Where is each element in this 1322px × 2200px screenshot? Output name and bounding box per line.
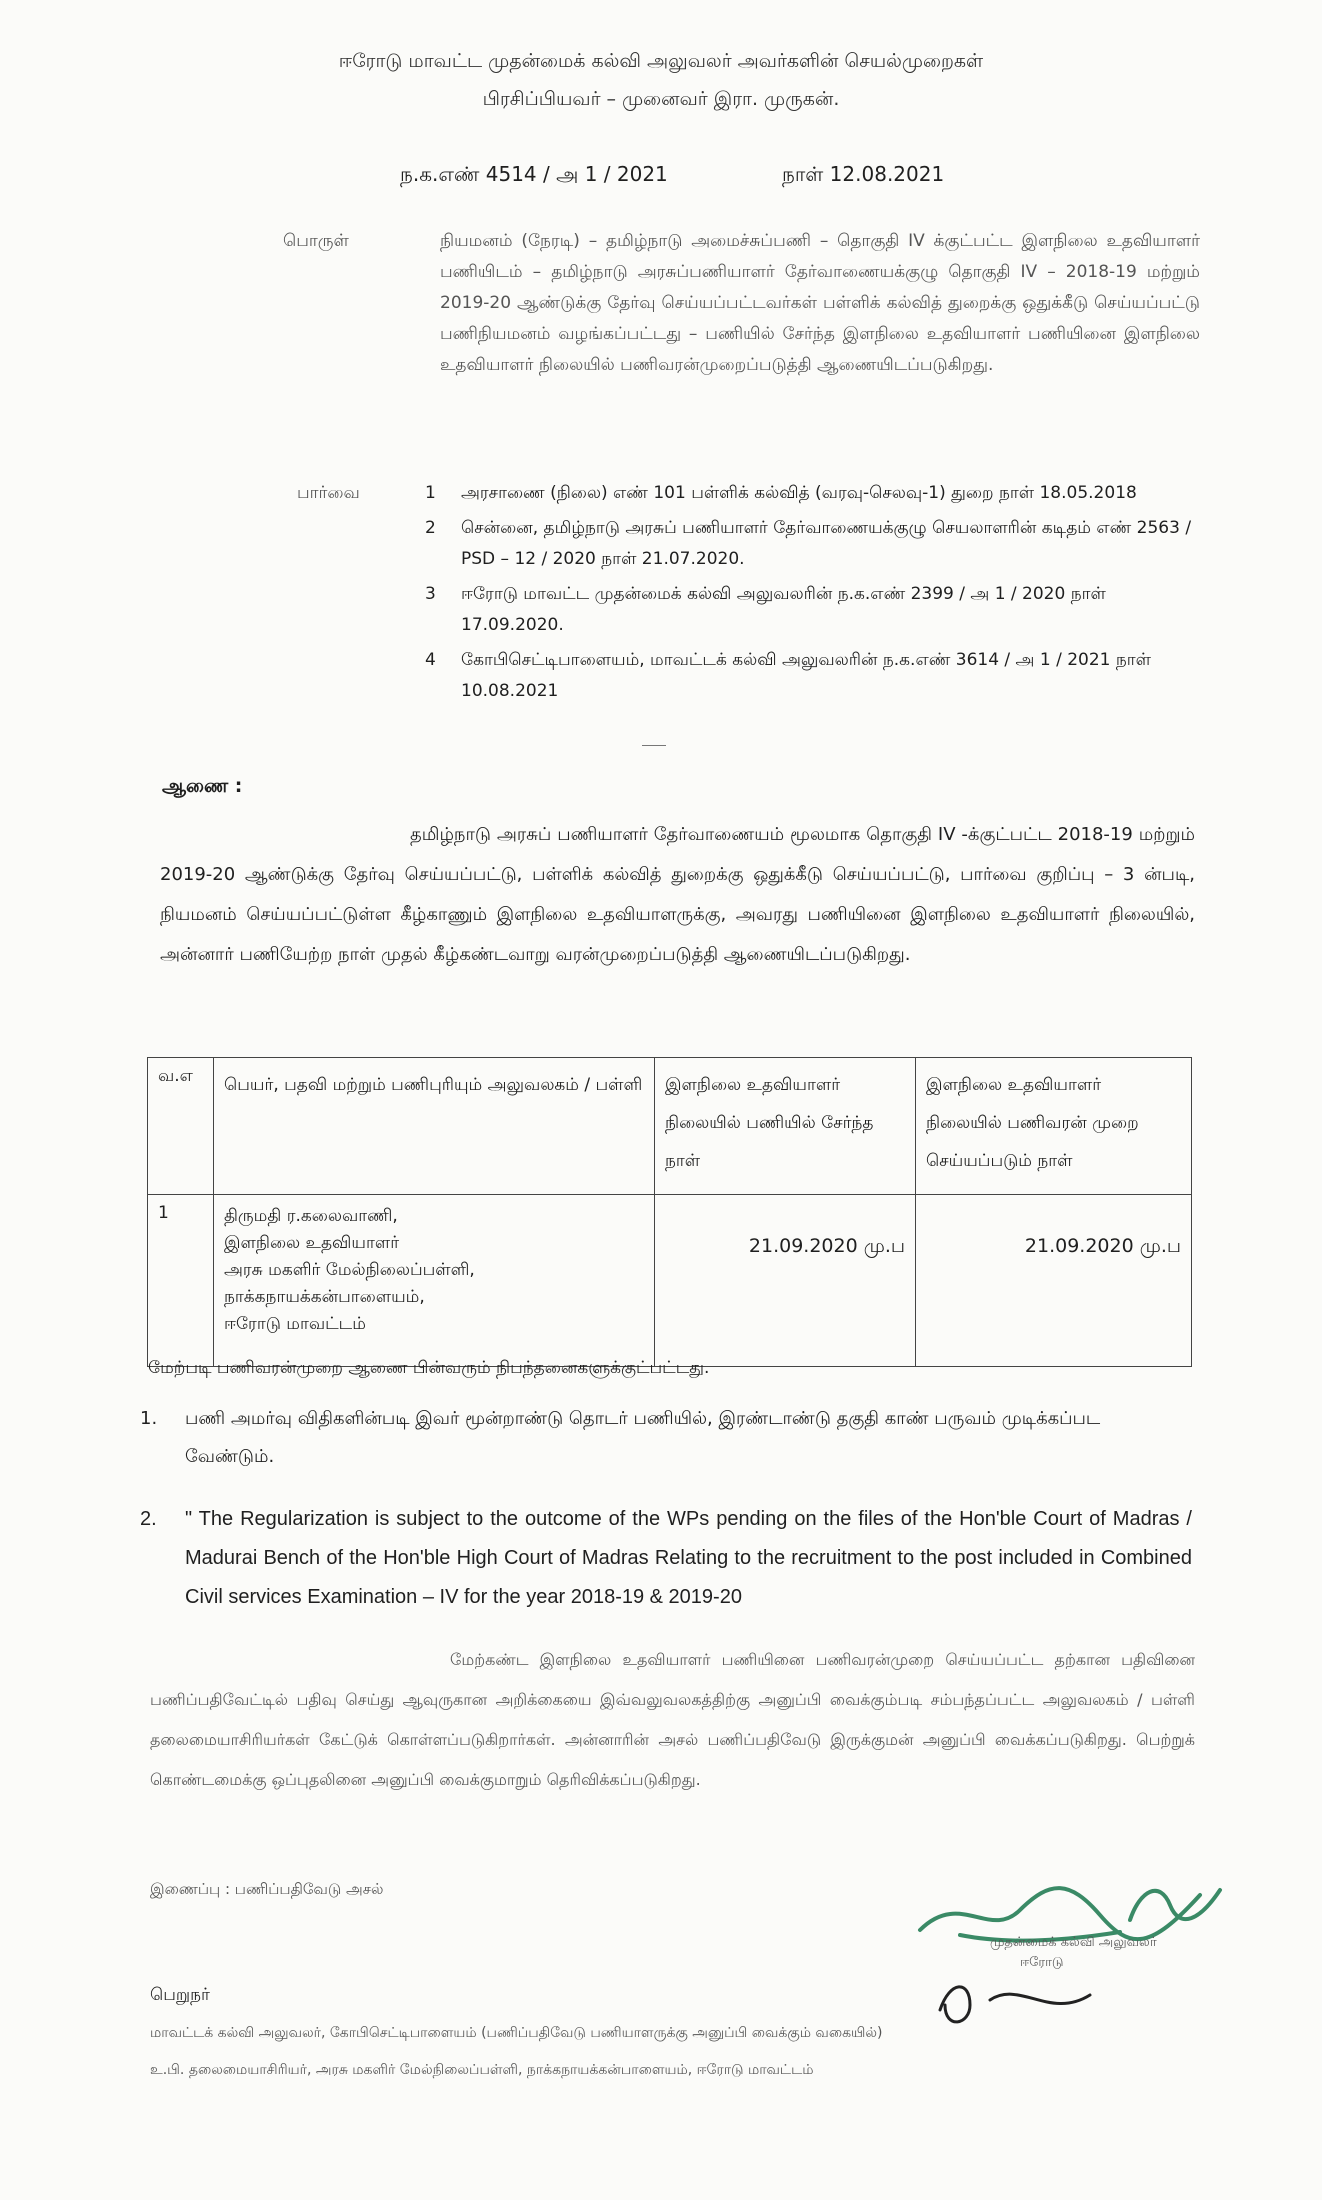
table-header-cell: இளநிலை உதவியாளர் நிலையில் பணிவரன் முறை செய்யப்படும் நாள் [916,1058,1192,1195]
table-cell-joined: 21.09.2020 மு.ப [655,1195,916,1367]
subject-text: நியமனம் (நேரடி) – தமிழ்நாடு அமைச்சுப்பணி – தொகுதி IV க்குட்பட்ட இளநிலை உதவியாளர் பணியிடம் – தமிழ்நாடு அரசுப்பணியாளர் தேர்வாணையக்குழு தொகுதி IV – 2018-19 மற்றும் 2019-20 ஆண்டுக்கு தேர்வு செய்யப்பட்டவர்கள் பள்ளிக் கல்வித் துறைக்கு ஒதுக்கீடு செய்யப்பட்டு பணிநியமனம் வழங்கப்பட்டது – பணியில் சேர்ந்த இளநிலை உதவியாளர் பணியினை இளநிலை உதவியாளர் நிலையில் பணிவரன்முறைப்படுத்தி ஆணையிடப்படுகிறது. [440,231,1200,375]
table-header-cell: பெயர், பதவி மற்றும் பணிபுரியும் அலுவலகம் / பள்ளி [214,1058,655,1195]
reference-number: ந.க.எண் 4514 / அ 1 / 2021 [400,162,668,186]
recipient-line: மாவட்டக் கல்வி அலுவலர், கோபிசெட்டிபாளையம் (பணிப்பதிவேடு பணியாளருக்கு அனுப்பி வைக்கும் வகையில்) [150,2025,883,2041]
divider [642,745,666,746]
reference-item: 3 ஈரோடு மாவட்ட முதன்மைக் கல்வி அலுவலரின் ந.க.எண் 2399 / அ 1 / 2020 நாள் 17.09.2020. [425,584,1106,635]
signature-image [900,1860,1250,2050]
subject-label: பொருள் [283,231,349,251]
order-paragraph: தமிழ்நாடு அரசுப் பணியாளர் தேர்வாணையம் மூலமாக தொகுதி IV -க்குட்பட்ட 2018-19 மற்றும் 2019-20 ஆண்டுக்கு தேர்வு செய்யப்பட்டு, பள்ளிக் கல்வித் துறைக்கு ஒதுக்கீடு செய்யப்பட்டு, பார்வை குறிப்பு – 3 ன்படி, நியமனம் செய்யப்பட்டுள்ள கீழ்காணும் இளநிலை உதவியாளருக்கு, அவரது பணியினை இளநிலை உதவியாளர் நிலையில், அன்னார் பணியேற்ற நாள் முதல் கீழ்கண்டவாறு வரன்முறைப்படுத்தி ஆணையிடப்படுகிறது. [160,824,1195,965]
closing-paragraph: மேற்கண்ட இளநிலை உதவியாளர் பணியினை பணிவரன்முறை செய்யப்பட்ட தற்கான பதிவினை பணிப்பதிவேட்டில் பதிவு செய்து ஆவுருகான அறிக்கையை இவ்வலுவலகத்திற்கு அனுப்பி வைக்கும்படி சம்பந்தப்பட்ட அலுவலகம் / பள்ளி தலைமையாசிரியர்கள் கேட்டுக் கொள்ளப்படுகிறார்கள். அன்னாரின் அசல் பணிப்பதிவேடு இருக்குமன் அனுப்பி வைக்கப்படுகிறது. பெற்றுக் கொண்டமைக்கு ஒப்புதலினை அனுப்பி வைக்குமாறும் தெரிவிக்கப்படுகிறது. [150,1650,1195,1789]
table-cell-sno: 1 [148,1195,214,1367]
signature-designation: முதன்மைக் கல்வி அலுவலர் [990,1935,1157,1950]
conditions-intro: மேற்படி பணிவரன்முறை ஆணை பின்வரும் நிபந்தனைகளுக்குட்பட்டது. [148,1358,710,1378]
reference-item: 1 அரசாணை (நிலை) எண் 101 பள்ளிக் கல்வித் (வரவு-செலவு-1) துறை நாள் 18.05.2018 [425,483,1137,503]
recipient-line: உ.பி. தலைமையாசிரியர், அரசு மகளிர் மேல்நிலைப்பள்ளி, நாக்கநாயக்கன்பாளையம், ஈரோடு மாவட்டம் [150,2062,814,2078]
recipients-label: பெறுநர் [150,1985,210,2005]
regularization-table [147,1057,1192,1367]
table-header-row [148,1058,1192,1195]
enclosure-note: இணைப்பு : பணிப்பதிவேடு அசல் [150,1880,384,1898]
references-list [425,478,1200,711]
table-cell-regularized: 21.09.2020 மு.ப [916,1195,1192,1367]
references-label: பார்வை [297,483,360,503]
condition-item: 2. " The Regularization is subject to the outcome of the WPs pending on the files of the Hon'ble Court of Madras / Madurai Bench of the Hon'ble High Court of Madras Relating to the recruitment to the post included in Combined Civil services Examination – IV for the year 2018-19 & 2019-20 [140,1508,1192,1608]
table-header-cell: வ.எ [148,1058,214,1195]
header-title: ஈரோடு மாவட்ட முதன்மைக் கல்வி அலுவலர் அவர்களின் செயல்முறைகள் [338,50,984,72]
condition-item: 1. பணி அமர்வு விதிகளின்படி இவர் மூன்றாண்டு தொடர் பணியில், இரண்டாண்டு தகுதி காண் பருவம் முடிக்கப்பட வேண்டும். [140,1408,1101,1467]
reference-date: நாள் 12.08.2021 [782,162,945,186]
reference-item: 4 கோபிசெட்டிபாளையம், மாவட்டக் கல்வி அலுவலரின் ந.க.எண் 3614 / அ 1 / 2021 நாள் 10.08.2021 [425,650,1152,701]
reference-item: 2 சென்னை, தமிழ்நாடு அரசுப் பணியாளர் தேர்வாணையக்குழு செயலாளரின் கடிதம் எண் 2563 / PSD – 12 / 2020 நாள் 21.07.2020. [425,518,1192,569]
table-header-cell: இளநிலை உதவியாளர் நிலையில் பணியில் சேர்ந்த நாள் [655,1058,916,1195]
header-officer: பிரசிப்பியவர் – முனைவர் இரா. முருகன். [482,88,840,110]
table-cell-name: திருமதி ர.கலைவாணி, இளநிலை உதவியாளர் அரசு மகளிர் மேல்நிலைப்பள்ளி, நாக்கநாயக்கன்பாளையம், ஈரோடு மாவட்டம் [214,1195,655,1367]
table-row [148,1195,1192,1367]
signature-place: ஈரோடு [1020,1955,1064,1970]
order-label: ஆணை : [162,775,243,797]
